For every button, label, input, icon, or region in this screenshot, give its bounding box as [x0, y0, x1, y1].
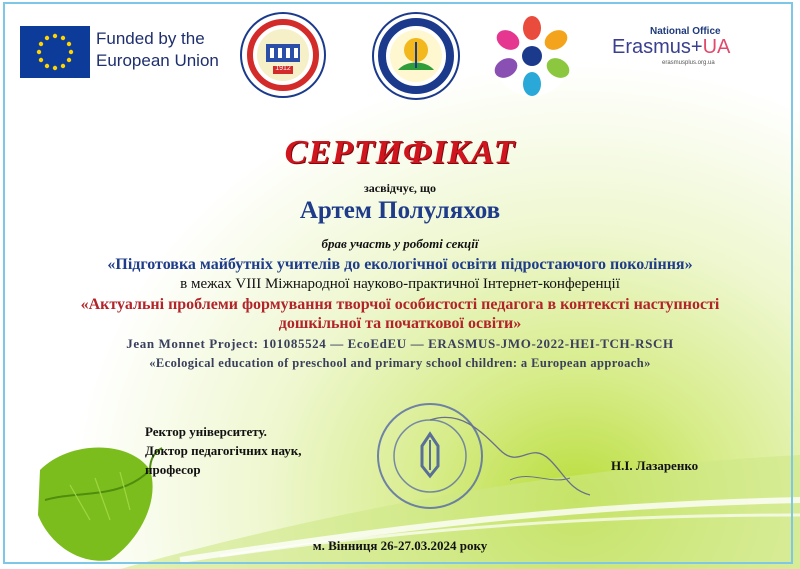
position-line2: Доктор педагогічних наук,: [145, 443, 302, 458]
position-line3: професор: [145, 462, 201, 477]
project-text: Jean Monnet Project: 101085524 — EcoEdEU — ERASMUS-JMO-2022-HEI-TCH-RSCH: [126, 336, 674, 351]
eu-funded-logo: [20, 26, 219, 80]
conference-title-line2: дошкільної та початкової освіти»: [278, 315, 522, 332]
certificate-title: СЕРТИФІКАТ: [284, 134, 516, 171]
conference-text: в межах VIII Міжнародної науково-практичної Інтернет-конференції: [180, 276, 620, 292]
seal-year: 1912: [275, 65, 291, 72]
erasmus-ua: UA: [702, 36, 731, 58]
eu-funded-line2: European Union: [96, 51, 219, 70]
university-seal-logo: [240, 12, 326, 98]
eu-flag-icon: [20, 26, 90, 78]
erasmus-plus-ua-logo: [612, 26, 762, 70]
signatory-name: Н.І. Лазаренко: [611, 458, 699, 473]
erasmus-national-office: National Office: [650, 26, 721, 37]
project-title: «Ecological education of preschool and primary school children: a European approach»: [149, 356, 651, 370]
position-line1: Ректор університету.: [145, 424, 267, 439]
place-date: м. Вінниця 26-27.03.2024 року: [312, 538, 488, 553]
faculty-seal-logo: [372, 12, 460, 100]
erasmus-brand: Erasmus+: [612, 36, 703, 58]
recipient-name: Артем Полуляхов: [299, 197, 501, 224]
certifies-text: засвідчує, що: [363, 181, 437, 195]
handwritten-signature: [420, 400, 600, 510]
participation-text: брав участь у роботі секції: [321, 236, 479, 251]
eu-funded-line1: Funded by the: [96, 29, 205, 48]
section-title: «Підготовка майбутніх учителів до екологічної освіти підростаючого покоління»: [107, 256, 693, 273]
signatory-position: [145, 422, 302, 479]
conference-title-line1: «Актуальні проблеми формування творчої особистості педагога в контексті наступності: [80, 296, 720, 313]
erasmus-url: erasmusplus.org.ua: [662, 60, 715, 66]
ecoedeu-logo: [490, 14, 574, 98]
